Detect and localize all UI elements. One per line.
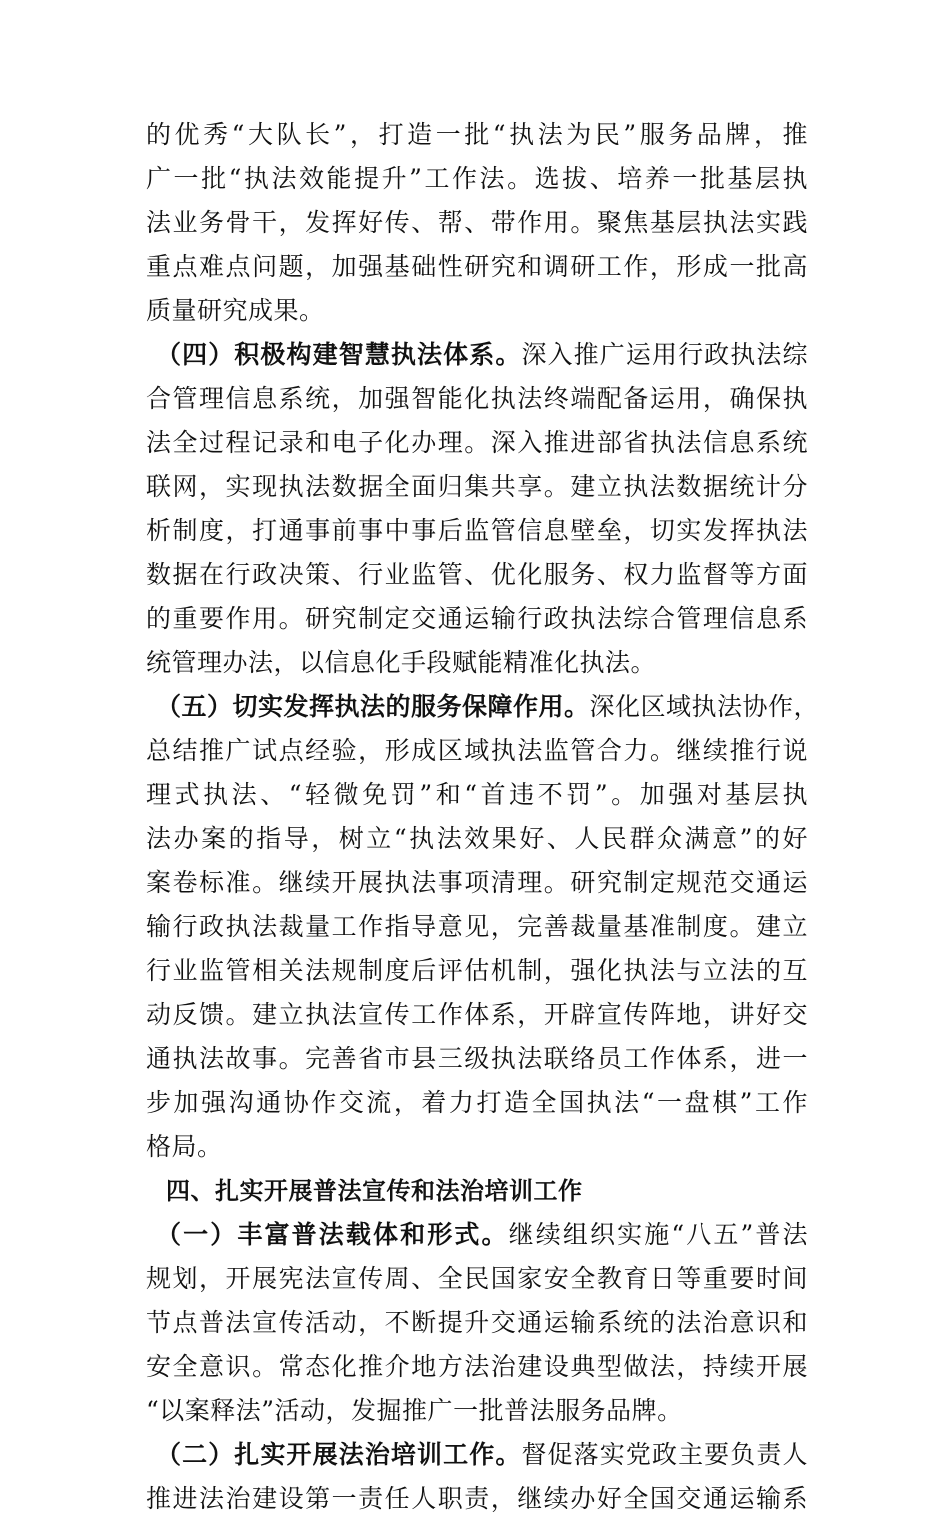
text-line: 析制度，打通事前事中事后监管信息壁垒，切实发挥执法 [146,516,808,545]
text-line: 广一批“执法效能提升”工作法。选拔、培养一批基层执 [146,164,808,193]
subsection-title: （二）扎实开展法治培训工作。 [156,1440,522,1469]
text-line: 法办案的指导，树立“执法效果好、人民群众满意”的好 [146,824,808,853]
text-line: 规划，开展宪法宣传周、全民国家安全教育日等重要时间 [146,1264,808,1293]
text-line: 合管理信息系统，加强智能化执法终端配备运用，确保执 [146,384,808,413]
text-line: “以案释法”活动，发掘推广一批普法服务品牌。 [146,1396,683,1425]
text-line: 节点普法宣传活动，不断提升交通运输系统的法治意识和 [146,1308,808,1337]
text-line: 的优秀“大队长”，打造一批“执法为民”服务品牌，推 [146,120,808,149]
text-line: 安全意识。常态化推介地方法治建设典型做法，持续开展 [146,1352,808,1381]
text-line: 理式执法、“轻微免罚”和“首违不罚”。加强对基层执 [146,780,808,809]
text-line: 步加强沟通协作交流，着力打造全国执法“一盘棋”工作 [146,1088,808,1117]
subsection-line: （五）切实发挥执法的服务保障作用。深化区域执法协作， [156,692,820,721]
text-line: 总结推广试点经验，形成区域执法监管合力。继续推行说 [146,736,808,765]
subsection-title: （一）丰富普法载体和形式。 [156,1220,509,1249]
text-line: 案卷标准。继续开展执法事项清理。研究制定规范交通运 [146,868,808,897]
text-line: 通执法故事。完善省市县三级执法联络员工作体系，进一 [146,1044,808,1073]
document-page [146,113,820,1521]
text-line: 重点难点问题，加强基础性研究和调研工作，形成一批高 [146,252,808,281]
subsection-line: （一）丰富普法载体和形式。继续组织实施“八五”普法 [156,1220,808,1249]
text-line: 推进法治建设第一责任人职责，继续办好全国交通运输系 [146,1484,808,1513]
text-line: 输行政执法裁量工作指导意见，完善裁量基准制度。建立 [146,912,808,941]
text-line: 的重要作用。研究制定交通运输行政执法综合管理信息系 [146,604,808,633]
text-line: 数据在行政决策、行业监管、优化服务、权力监督等方面 [146,560,808,589]
subsection-title: （四）积极构建智慧执法体系。 [156,340,522,369]
text-line: 质量研究成果。 [146,296,325,325]
text-line: 联网，实现执法数据全面归集共享。建立执法数据统计分 [146,472,808,501]
text-line: 格局。 [146,1132,223,1161]
section-heading: 四、扎实开展普法宣传和法治培训工作 [166,1177,583,1205]
text-line: 统管理办法，以信息化手段赋能精准化执法。 [146,648,657,677]
text-line: 行业监管相关法规制度后评估机制，强化执法与立法的互 [146,956,808,985]
text-line: 法业务骨干，发挥好传、帮、带作用。聚焦基层执法实践 [146,208,808,237]
text-line: 动反馈。建立执法宣传工作体系，开辟宣传阵地，讲好交 [146,1000,808,1029]
subsection-line: （二）扎实开展法治培训工作。督促落实党政主要负责人 [156,1440,808,1469]
text-line: 法全过程记录和电子化办理。深入推进部省执法信息系统 [146,428,808,457]
subsection-line: （四）积极构建智慧执法体系。深入推广运用行政执法综 [156,340,808,369]
subsection-title: （五）切实发挥执法的服务保障作用。 [156,692,590,721]
